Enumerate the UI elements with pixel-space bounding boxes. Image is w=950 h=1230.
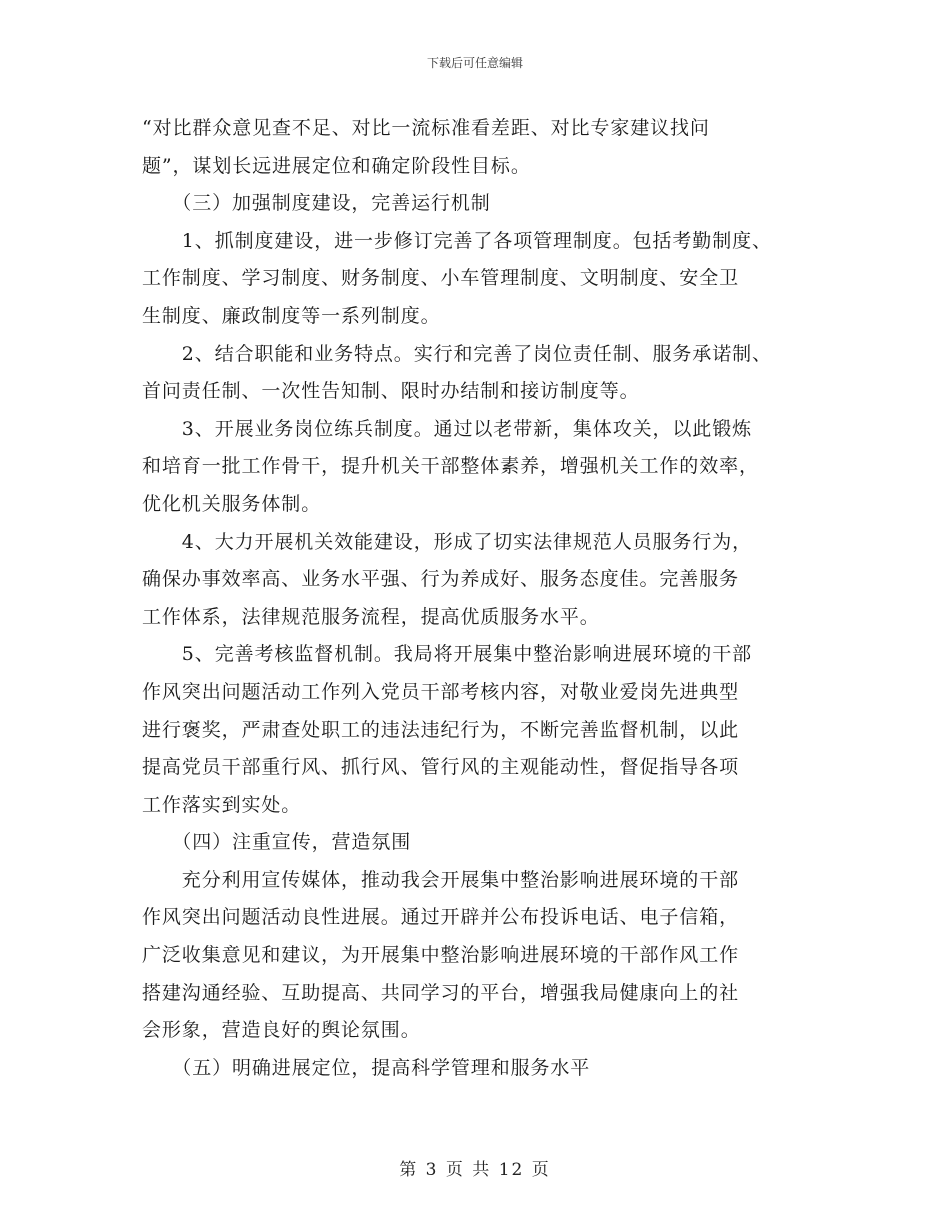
text-line: 作风突出问题活动工作列入党员干部考核内容，对敬业爱岗先进典型 (142, 680, 740, 703)
text-line: “对比群众意见查不足、对比一流标准看差距、对比专家建议找问 (142, 117, 710, 139)
text-line: 提高党员干部重行风、抓行风、管行风的主观能动性，督促指导各项 (142, 756, 740, 779)
text-line: 和培育一批工作骨干，提升机关干部整体素养，增强机关工作的效率， (142, 455, 759, 478)
text-line: 工作落实到实处。 (142, 793, 302, 816)
section-heading-5: （五）明确进展定位，提高科学管理和服务水平 (142, 1056, 591, 1079)
text-line: 工作制度、学习制度、财务制度、小车管理制度、文明制度、安全卫 (142, 267, 740, 290)
text-line: 3、开展业务岗位练兵制度。通过以老带新，集体攻关，以此锻炼 (142, 417, 752, 440)
section-heading-4: （四）注重宣传，营造氛围 (142, 831, 412, 854)
text-line: 1、抓制度建设，进一步修订完善了各项管理制度。包括考勤制度、 (142, 229, 772, 252)
page-number: 第 3 页 共 12 页 (399, 1160, 551, 1180)
text-line: 会形象，营造良好的舆论氛围。 (142, 1019, 421, 1042)
text-line: 进行褒奖，严肃查处职工的违法违纪行为，不断完善监督机制，以此 (142, 718, 740, 741)
text-line: 广泛收集意见和建议，为开展集中整治影响进展环境的干部作风工作 (142, 944, 740, 967)
text-line: 优化机关服务体制。 (142, 492, 322, 515)
text-line: 生制度、廉政制度等一系列制度。 (142, 304, 441, 327)
text-line: 4、大力开展机关效能建设，形成了切实法律规范人员服务行为， (142, 530, 752, 553)
document-body (142, 110, 832, 1087)
section-heading-3: （三）加强制度建设，完善运行机制 (142, 192, 491, 215)
text-line: 作风突出问题活动良性进展。通过开辟并公布投诉电话、电子信箱， (142, 906, 740, 929)
page-header-note: 下载后可任意编辑 (426, 56, 523, 70)
text-line: 搭建沟通经验、互助提高、共同学习的平台，增强我局健康向上的社 (142, 981, 740, 1004)
text-line: 首问责任制、一次性告知制、限时办结制和接访制度等。 (142, 380, 640, 403)
text-line: 工作体系，法律规范服务流程，提高优质服务水平。 (142, 605, 600, 628)
text-line: 充分利用宣传媒体，推动我会开展集中整治影响进展环境的干部 (142, 868, 740, 891)
text-line: 5、完善考核监督机制。我局将开展集中整治影响进展环境的干部 (142, 643, 752, 666)
text-line: 题”，谋划长远进展定位和确定阶段性目标。 (142, 154, 531, 177)
text-line: 确保办事效率高、业务水平强、行为养成好、服务态度佳。完善服务 (142, 568, 740, 591)
text-line: 2、结合职能和业务特点。实行和完善了岗位责任制、服务承诺制、 (142, 342, 772, 365)
